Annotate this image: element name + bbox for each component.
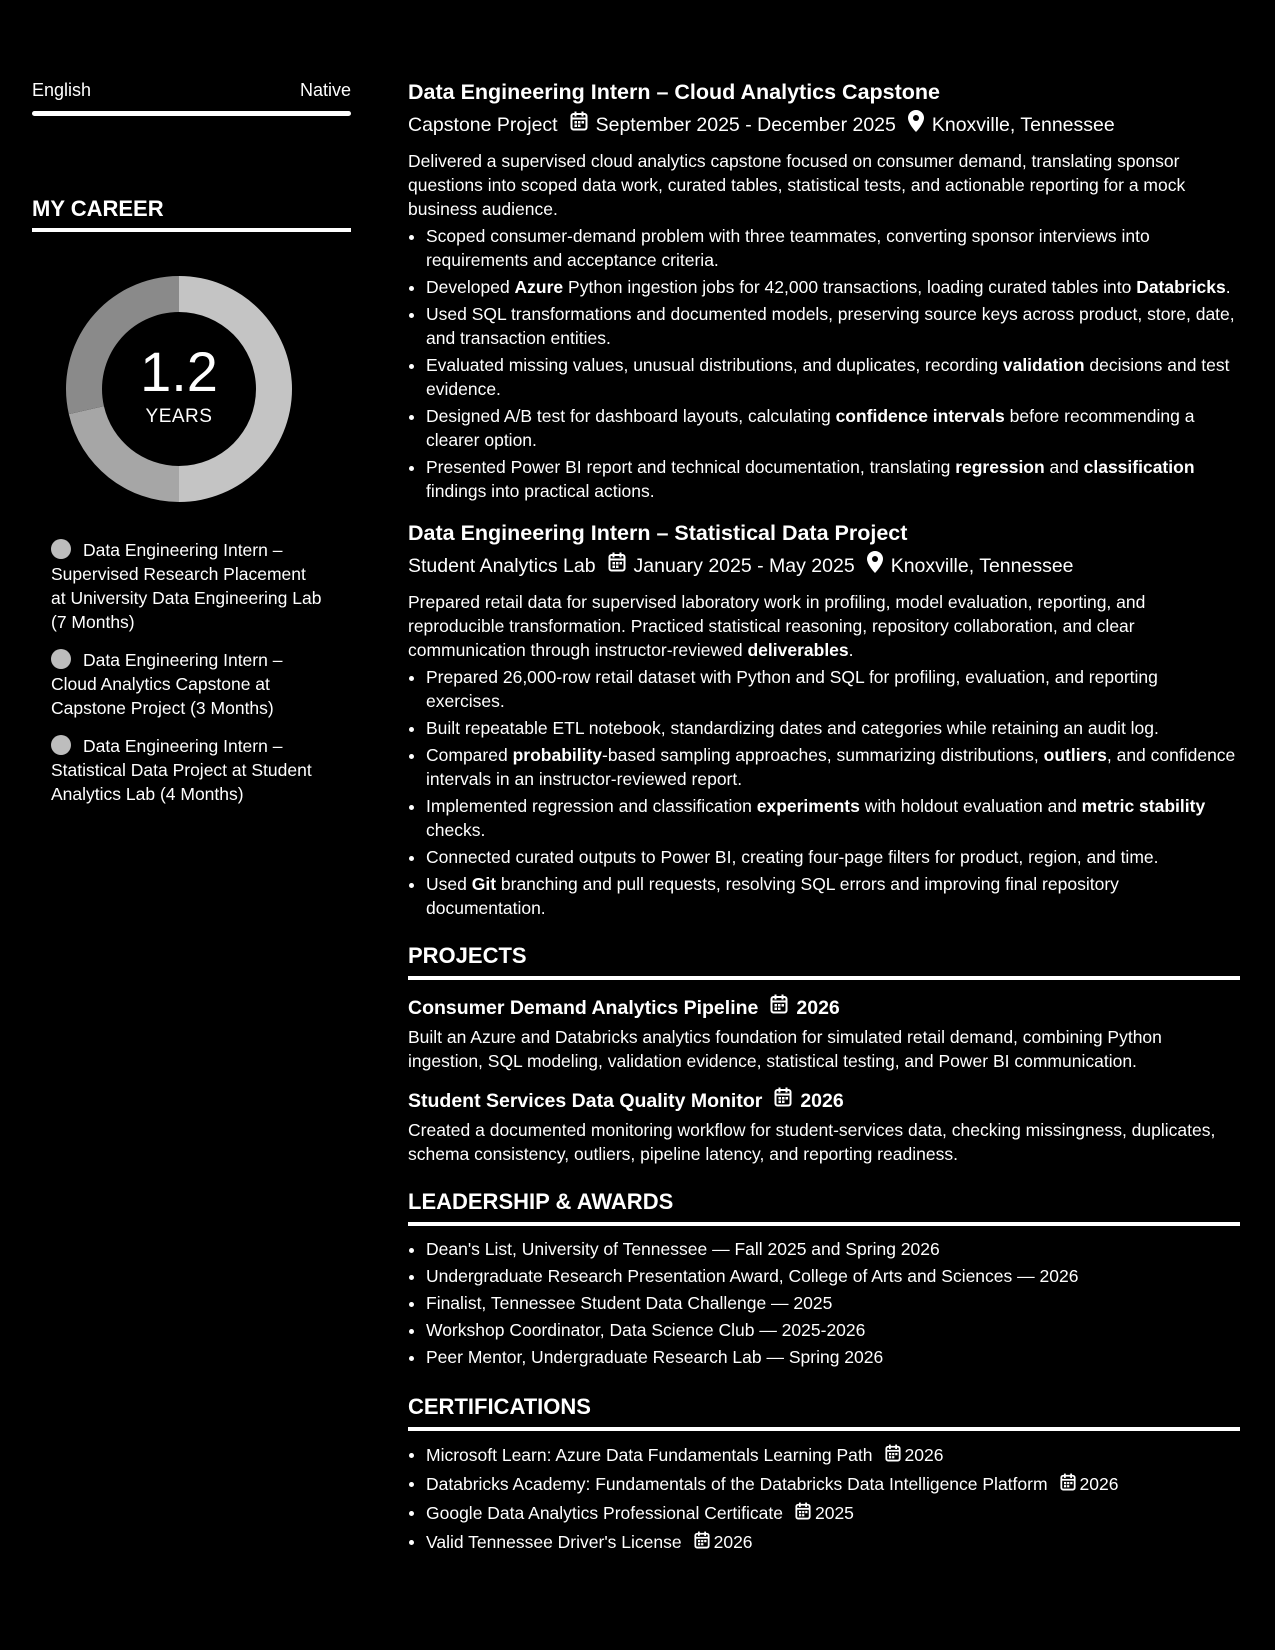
career-item: Data Engineering Intern – Cloud Analytics Capstone at Capstone Project (3 Months) (51, 650, 283, 718)
project-title-row (408, 1087, 1240, 1114)
left-column (32, 80, 351, 820)
projects-section-title: PROJECTS (408, 943, 527, 968)
location-pin-icon (867, 551, 883, 580)
certification-name: Google Data Analytics Professional Certificate (426, 1502, 783, 1523)
section-divider (408, 1222, 1240, 1226)
certifications-list (408, 1441, 1240, 1557)
section-divider (32, 228, 351, 232)
career-item: Data Engineering Intern – Statistical Data Project at Student Analytics Lab (4 Months) (51, 736, 312, 804)
leadership-item: • Dean's List, University of Tennessee — Fall 2025 and Spring 2026 (426, 1236, 1240, 1263)
calendar-icon (774, 1087, 792, 1114)
job-title: Data Engineering Intern – Statistical Data Project (408, 521, 908, 545)
language-proficiency-bar (32, 111, 351, 116)
leadership-item: • Workshop Coordinator, Data Science Club — 2025-2026 (426, 1317, 1240, 1344)
job-dates: January 2025 - May 2025 (633, 554, 855, 577)
career-years-unit: YEARS (145, 406, 213, 427)
certification-name: Databricks Academy: Fundamentals of the Databricks Data Intelligence Platform (426, 1473, 1048, 1494)
job-bullet: • Used SQL transformations and documented models, preserving source keys across product, store, date, and transaction entities. (426, 302, 1240, 350)
certification-name: Valid Tennessee Driver's License (426, 1531, 682, 1552)
job-bullet: • Presented Power BI report and technical documentation, translating regression and classification findings into practical actions. (426, 455, 1240, 503)
leadership-item: • Finalist, Tennessee Student Data Challenge — 2025 (426, 1290, 1240, 1317)
certification-item (426, 1499, 1240, 1528)
career-section-title: MY CAREER (32, 196, 164, 221)
career-donut-chart (66, 276, 292, 502)
job-dates: September 2025 - December 2025 (595, 113, 896, 136)
job-bullet: • Implemented regression and classification experiments with holdout evaluation and metric stability checks. (426, 794, 1240, 842)
calendar-icon (1060, 1475, 1076, 1495)
leadership-section-title: LEADERSHIP & AWARDS (408, 1189, 674, 1214)
job-bullet: • Built repeatable ETL notebook, standardizing dates and categories while retaining an audit log. (426, 716, 1240, 740)
project-description: Built an Azure and Databricks analytics foundation for simulated retail demand, combining Python ingestion, SQL modeling, validation evidence, statistical testing, and Power BI communication. (408, 1027, 1162, 1071)
certification-item (426, 1470, 1240, 1499)
language-name: English (32, 80, 92, 100)
calendar-icon (694, 1533, 710, 1553)
job-location: Knoxville, Tennessee (890, 554, 1074, 577)
job-bullet: • Developed Azure Python ingestion jobs for 42,000 transactions, loading curated tables into Databricks. (426, 275, 1240, 299)
certification-item (426, 1528, 1240, 1557)
bullet-dot-icon (51, 539, 71, 559)
project-entry (408, 994, 1240, 1073)
job-bullet: • Designed A/B test for dashboard layouts, calculating confidence intervals before recommending a clearer option. (426, 404, 1240, 452)
job-title: Data Engineering Intern – Cloud Analytics Capstone (408, 80, 941, 104)
career-item: Data Engineering Intern – Supervised Research Placement at University Data Engineering Lab (7 Months) (51, 540, 322, 632)
certification-name: Microsoft Learn: Azure Data Fundamentals Learning Path (426, 1444, 873, 1465)
leadership-item: • Undergraduate Research Presentation Award, College of Arts and Sciences — 2026 (426, 1263, 1240, 1290)
project-name: Consumer Demand Analytics Pipeline (408, 996, 759, 1019)
section-divider (408, 976, 1240, 980)
certification-year: 2025 (814, 1502, 854, 1523)
bullet-dot-icon (51, 649, 71, 669)
job-bullet: • Connected curated outputs to Power BI, creating four-page filters for product, region, and time. (426, 845, 1240, 869)
location-pin-icon (908, 110, 924, 139)
donut-center (66, 276, 292, 502)
job-location: Knoxville, Tennessee (931, 113, 1115, 136)
calendar-icon (770, 994, 788, 1021)
project-description: Created a documented monitoring workflow for student-services data, checking missingness, duplicates, schema consistency, outliers, pipeline latency, and reporting readiness. (408, 1120, 1216, 1164)
project-title-row (408, 994, 1240, 1021)
project-year: 2026 (800, 1089, 844, 1112)
bullet-dot-icon (51, 735, 71, 755)
leadership-list (408, 1236, 1240, 1371)
certification-year: 2026 (1079, 1473, 1119, 1494)
job-summary: Prepared retail data for supervised laboratory work in profiling, model evaluation, reporting, and reproducible transformation. Practiced statistical reasoning, repository collaboration, and clear communication through instructor-reviewed deliverables. (408, 592, 1146, 660)
project-year: 2026 (796, 996, 840, 1019)
job-bullet: • Prepared 26,000-row retail dataset with Python and SQL for profiling, evaluation, and reporting exercises. (426, 665, 1240, 713)
job-summary: Delivered a supervised cloud analytics capstone focused on consumer demand, translating sponsor questions into scoped data work, curated tables, statistical tests, and actionable reporting for a mock business audience. (408, 151, 1186, 219)
job-bullet: • Compared probability-based sampling approaches, summarizing distributions, outliers, and confidence intervals in an instructor-reviewed report. (426, 743, 1240, 791)
calendar-icon (795, 1504, 811, 1524)
certification-year: 2026 (713, 1531, 753, 1552)
language-level: Native (299, 80, 351, 100)
job-bullets (408, 224, 1240, 503)
certification-item (426, 1441, 1240, 1470)
job-meta (408, 551, 1240, 580)
right-column (408, 78, 1240, 1557)
project-name: Student Services Data Quality Monitor (408, 1089, 763, 1112)
job-meta (408, 110, 1240, 139)
calendar-icon (608, 552, 626, 579)
career-total-years: 1.2 (140, 340, 218, 403)
job-bullet: • Evaluated missing values, unusual distributions, and duplicates, recording validation decisions and test evidence. (426, 353, 1240, 401)
job-bullet: • Scoped consumer-demand problem with three teammates, converting sponsor interviews into requirements and acceptance criteria. (426, 224, 1240, 272)
experience-entry (408, 519, 1240, 920)
experience-entry (408, 78, 1240, 503)
language-row (32, 80, 351, 101)
job-org: Capstone Project (408, 113, 558, 136)
leadership-item: • Peer Mentor, Undergraduate Research Lab — Spring 2026 (426, 1344, 1240, 1371)
calendar-icon (885, 1446, 901, 1466)
calendar-icon (570, 111, 588, 138)
project-entry (408, 1087, 1240, 1166)
job-bullet: • Used Git branching and pull requests, resolving SQL errors and improving final repository documentation. (426, 872, 1240, 920)
certification-year: 2026 (904, 1444, 944, 1465)
certifications-section-title: CERTIFICATIONS (408, 1394, 591, 1419)
job-bullets (408, 665, 1240, 920)
job-org: Student Analytics Lab (408, 554, 596, 577)
career-list (32, 538, 351, 806)
section-divider (408, 1427, 1240, 1431)
